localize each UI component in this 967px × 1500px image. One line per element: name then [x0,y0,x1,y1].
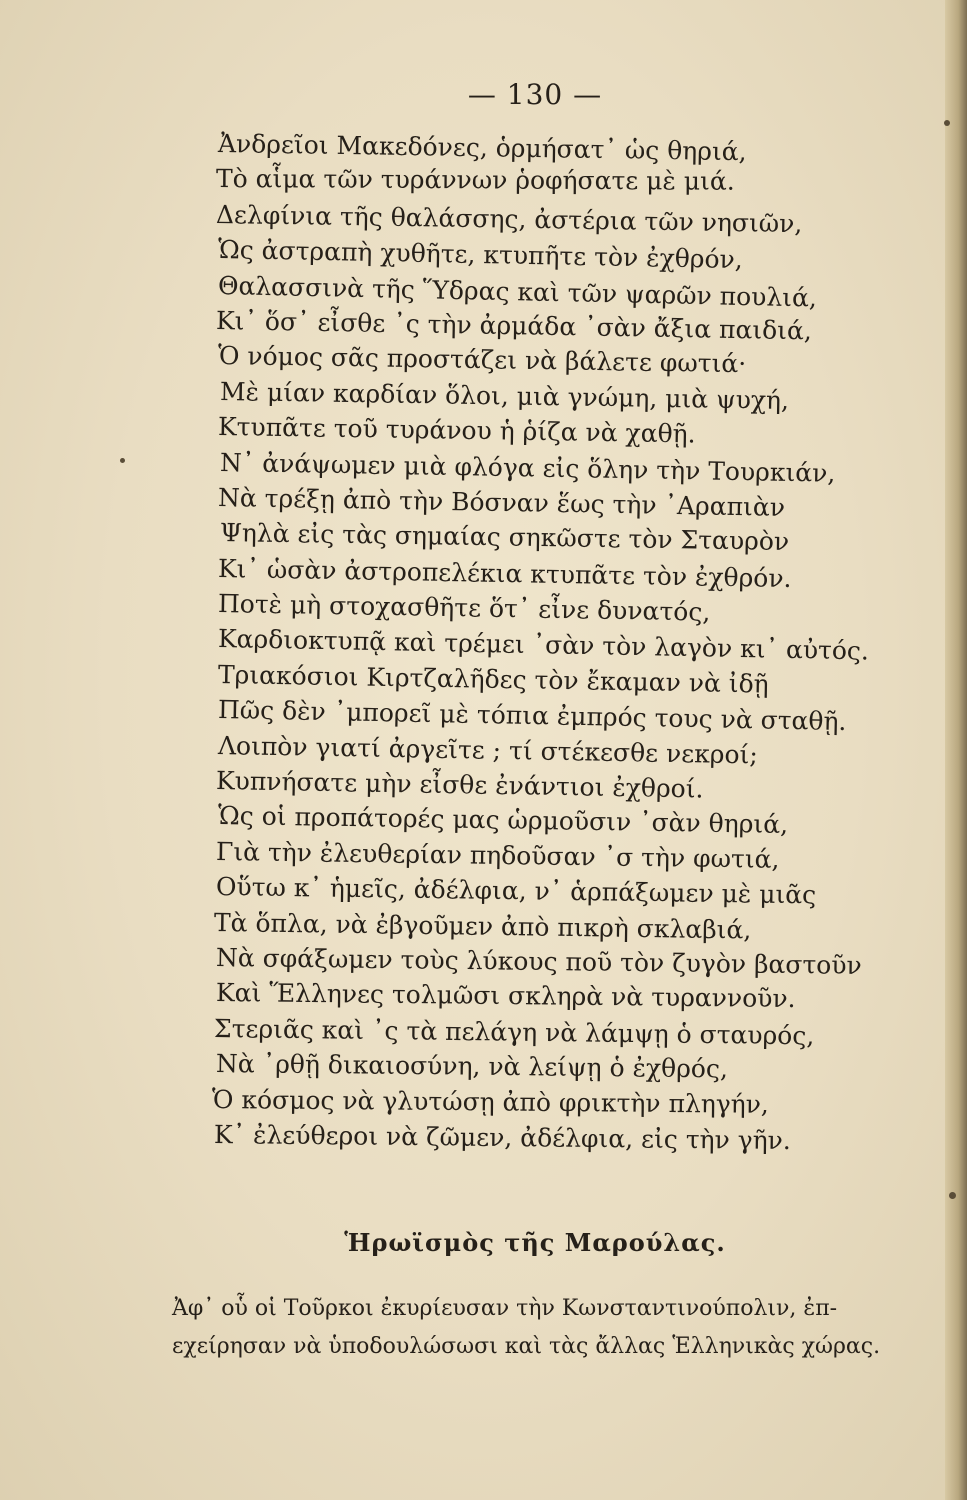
poem-line: Νὰ ᾽ρθῇ δικαιοσύνη, νὰ λείψῃ ὁ ἐχθρός, [215,1049,729,1084]
poem-line: Οὕτω κ᾽ ἡμεῖς, ἀδέλφια, ν᾽ ἁρπάξωμεν μὲ μιᾶς [215,872,817,910]
poem-line: Ποτὲ μὴ στοχασθῆτε ὅτ᾽ εἶνε δυνατός, [217,589,711,627]
paper-speck [120,458,125,463]
poem-line: Γιὰ τὴν ἐλευθερίαν πηδοῦσαν ᾽σ τὴν φωτιά, [215,836,780,874]
poem-line: Τὰ ὅπλα, νὰ ἐβγοῦμεν ἀπὸ πικρὴ σκλαβιά, [213,907,752,945]
prose-line: εχείρησαν νὰ ὑποδουλώσωσι καὶ τὰς ἄλλας Ἑλληνικὰς χώρας. [172,1334,881,1359]
paper-speck [949,1192,956,1199]
paper-speck [944,120,950,126]
poem-line: Κυπνήσατε μὴν εἶσθε ἐνάντιοι ἐχθροί. [215,766,704,804]
poem-line: Νὰ τρέξῃ ἀπὸ τὴν Βόσναν ἕως τὴν ᾽Αραπιὰν [217,482,786,522]
poem-line: Νὰ σφάξωμεν τοὺς λύκους ποῦ τὸν ζυγὸν βαστοῦν [215,942,862,980]
poem-line: Ν᾽ ἀνάψωμεν μιὰ φλόγα εἰς ὅλην τὴν Τουρκιάν, [219,447,836,488]
poem-line: Ἀνδρεῖοι Μακεδόνες, ὁρμήσατ᾽ ὡς θηριά, [217,129,747,167]
poem-line: Ὁ νόμος σᾶς προστάζει νὰ βάλετε φωτιά· [217,341,747,379]
section-heading: Ἡρωϊσμὸς τῆς Μαρούλας. [344,1228,726,1257]
poem-line: Κι᾽ ὅσ᾽ εἶσθε ᾽ς τὴν ἀρμάδα ᾽σὰν ἄξια παιδιά, [215,305,813,346]
poem-line: Ὡς οἱ προπάτορές μας ὡρμοῦσιν ᾽σὰν θηριά, [217,801,789,840]
poem [211,126,870,1155]
poem-line: Ψηλὰ εἰς τὰς σημαίας σηκῶστε τὸν Σταυρὸν [219,518,790,557]
poem-line: Κτυπᾶτε τοῦ τυράνου ἡ ῥίζα νὰ χαθῇ. [217,412,696,449]
poem-line: Τὸ αἷμα τῶν τυράννων ῥοφήσατε μὲ μιά. [215,164,735,197]
poem-line: Τριακόσιοι Κιρτζαλῆδες τὸν ἔκαμαν νὰ ἰδῇ [217,659,769,699]
poem-line: Κι᾽ ὡσὰν ἀστροπελέκια κτυπᾶτε τὸν ἐχθρόν. [217,553,792,593]
page-edge-shadow [945,0,967,1500]
poem-line: Καὶ Ἕλληνες τολμῶσι σκληρὰ νὰ τυραννοῦν. [215,978,796,1014]
prose-line: Ἀφ᾽ οὗ οἱ Τοῦρκοι ἐκυρίευσαν τὴν Κωνσταντινούπολιν, ἐπ- [172,1296,838,1321]
poem-line: Στεριᾶς καὶ ᾽ς τὰ πελάγη νὰ λάμψῃ ὁ σταυρός, [213,1013,815,1051]
poem-line: Θαλασσινὰ τῆς Ὕδρας καὶ τῶν ψαρῶν πουλιά, [217,270,818,313]
poem-line: Μὲ μίαν καρδίαν ὅλοι, μιὰ γνώμη, μιὰ ψυχή, [219,376,790,415]
poem-line: Ὁ κόσμος νὰ γλυτώσῃ ἀπὸ φρικτὴν πληγήν, [211,1084,769,1119]
poem-line: Λοιπὸν γιατί ἀργεῖτε ; τί στέκεσθε νεκροί; [217,730,759,770]
poem-line: Κ᾽ ἐλεύθεροι νὰ ζῶμεν, ἀδέλφια, εἰς τὴν γῆν. [213,1119,791,1155]
poem-line: Καρδιοκτυπᾷ καὶ τρέμει ᾽σὰν τὸν λαγὸν κι᾽ αὐτός. [217,624,870,666]
poem-line: Ὡς ἀστραπὴ χυθῆτε, κτυπῆτε τὸν ἐχθρόν, [217,235,743,275]
poem-line: Πῶς δὲν ᾽μπορεῖ μὲ τόπια ἐμπρός τους νὰ σταθῇ. [217,695,847,737]
prose-paragraph [172,1290,912,1366]
poem-line: Δελφίνια τῆς θαλάσσης, ἀστέρια τῶν νησιῶν, [215,199,803,238]
page-number: — 130 — [467,78,603,111]
